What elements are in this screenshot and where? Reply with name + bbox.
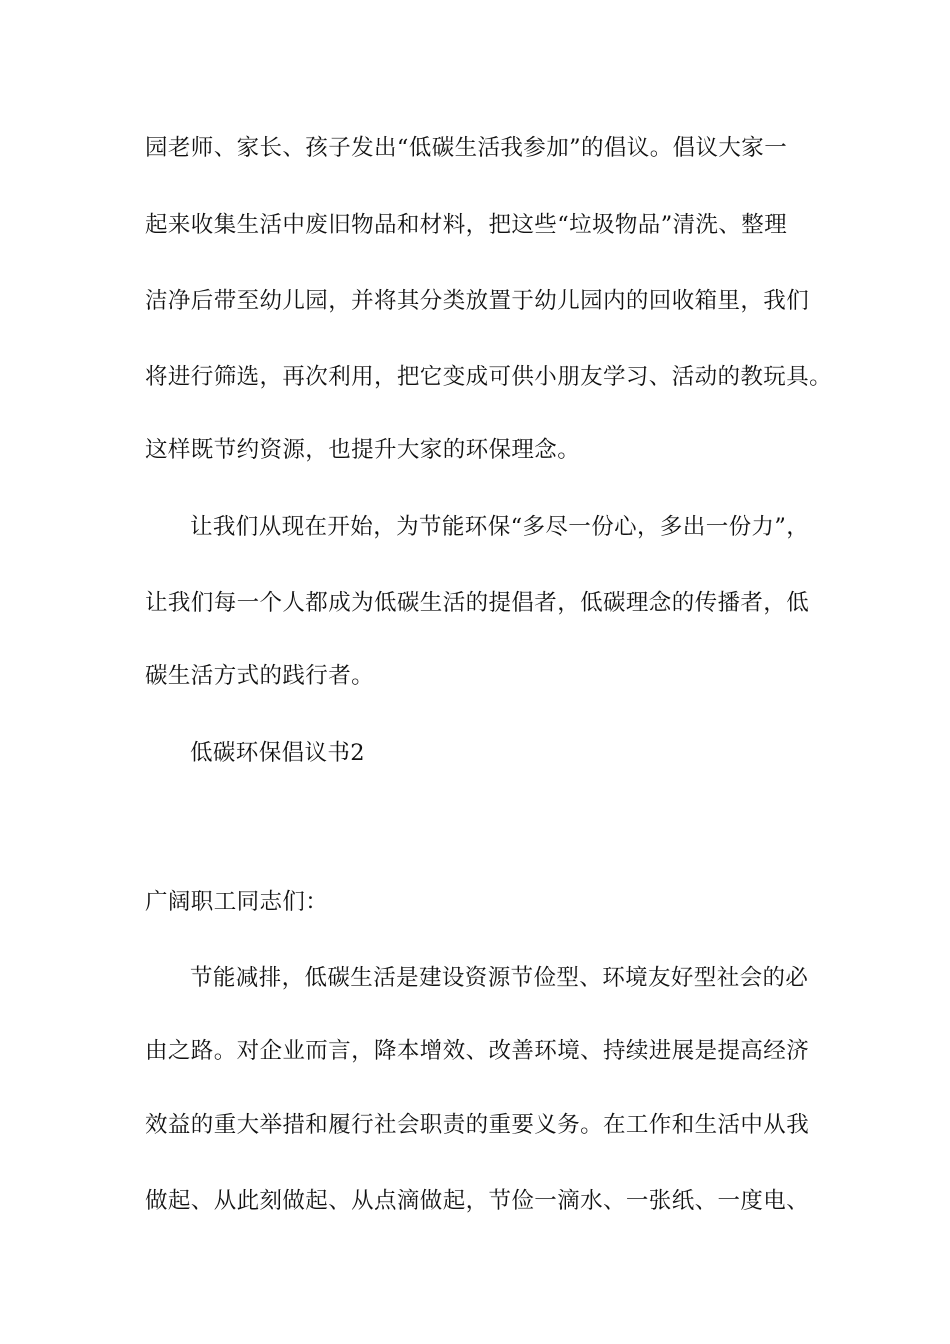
body-text-line: 将进行筛选，再次利用，把它变成可供小朋友学习、活动的教玩具。 [145, 364, 833, 390]
paragraph-first-line: 节能减排，低碳生活是建设资源节俭型、环境友好型社会的必 [190, 965, 809, 991]
body-text-line: 由之路。对企业而言，降本增效、改善环境、持续进展是提高经济 [145, 1038, 810, 1064]
paragraph-first-line: 让我们从现在开始，为节能环保“多尽一份心，多出一份力”， [190, 514, 810, 540]
salutation: 广阔职工同志们： [145, 889, 329, 915]
body-text-line: 碳生活方式的践行者。 [145, 663, 375, 689]
body-text-line: 让我们每一个人都成为低碳生活的提倡者，低碳理念的传播者，低 [145, 590, 810, 616]
body-text-line: 洁净后带至幼儿园，并将其分类放置于幼儿园内的回收箱里，我们 [145, 288, 810, 314]
body-text-line: 效益的重大举措和履行社会职责的重要义务。在工作和生活中从我 [145, 1112, 810, 1138]
body-text-line: 园老师、家长、孩子发出“低碳生活我参加”的倡议。倡议大家一 [145, 135, 788, 161]
body-text-line: 这样既节约资源，也提升大家的环保理念。 [145, 437, 581, 463]
body-text-line: 起来收集生活中废旧物品和材料，把这些“垃圾物品”清洗、整理 [145, 212, 788, 238]
section-heading: 低碳环保倡议书2 [190, 740, 366, 766]
body-text-line: 做起、从此刻做起、从点滴做起，节俭一滴水、一张纸、一度电、 [145, 1188, 810, 1214]
